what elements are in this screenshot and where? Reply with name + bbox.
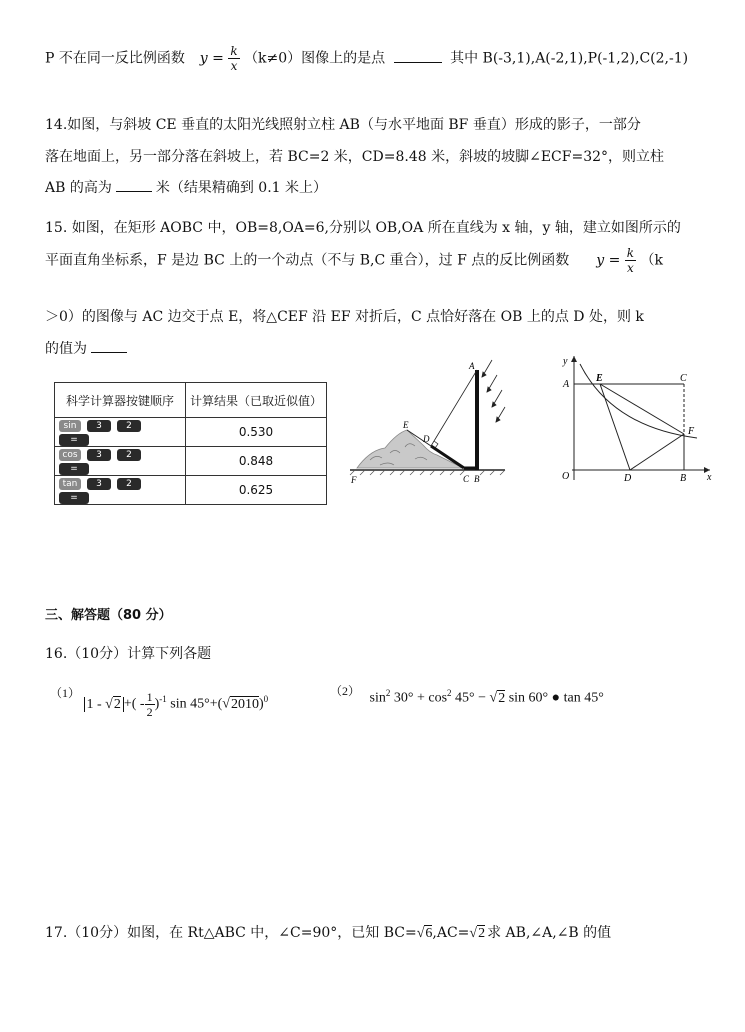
calc-keys (55, 476, 186, 505)
q17-line: 17.（10分）如图，在 Rt△ABC 中，∠C=90°，已知 BC=√6,AC=√2 求 AB,∠A,∠B 的值 (45, 925, 612, 941)
segment-DF (630, 434, 684, 470)
q16-part2-expr: $\sin^2 30^\circ + \cos^2 45^\circ - √2$ sin 60° ● tan 45° (369, 688, 604, 706)
calc-keys (55, 447, 186, 476)
label-E: E (596, 373, 603, 384)
q17-text-b: ,AC= (432, 925, 470, 941)
q15-line3: ＞0）的图像与 AC 边交于点 E，将△CEF 沿 EF 对折后，C 点恰好落在 OB 上的点 D 处，则 k (45, 309, 644, 325)
q13-answer-blank[interactable] (394, 50, 442, 63)
key-2: 2 (117, 478, 141, 490)
q13-text-after: （k≠0）图像上的是点 (244, 50, 386, 67)
calc-result: 0.530 (186, 418, 327, 447)
calc-row (55, 476, 327, 505)
q17-ac: 2 (478, 926, 486, 941)
label-C: C (680, 373, 687, 384)
equals-key: = (59, 492, 89, 504)
key-2: 2 (117, 449, 141, 461)
q16-part1 (50, 684, 268, 719)
label-x: x (707, 472, 712, 483)
calc-result: 0.848 (186, 447, 327, 476)
label-O: O (562, 471, 570, 482)
label-A: A (563, 379, 570, 390)
calc-result: 0.625 (186, 476, 327, 505)
q15-line2-end: （k (640, 252, 663, 269)
hill-shape (357, 430, 463, 468)
label-y: y (563, 356, 568, 367)
q15-line1: 15. 如图，在矩形 AOBC 中，OB=8,OA=6,分别以 OB,OA 所在直线为 x 轴，y 轴，建立如图所示的 (45, 220, 681, 236)
q15-frac-num: k (626, 246, 635, 260)
cos-key: cos (59, 449, 81, 461)
q15-line2-text: 平面直角坐标系，F 是边 BC 上的一个动点（不与 B,C 重合），过 F 点的反比例函数 (45, 252, 570, 269)
q17-text-c: 求 AB,∠A,∠B 的值 (487, 925, 612, 941)
q15-fraction (625, 246, 636, 275)
calc-table-wrap (54, 382, 327, 505)
calc-row (55, 447, 327, 476)
q13-text-before: P 不在同一反比例函数 (45, 50, 185, 67)
label-B: B (680, 473, 687, 484)
slope-figure (345, 355, 515, 490)
calc-header-keys: 科学计算器按键顺序 (55, 383, 186, 418)
q16-part1-label: （1） (50, 686, 81, 700)
q16-title: 16.（10分）计算下列各题 (45, 646, 212, 662)
equals-key: = (59, 463, 89, 475)
q16-part1-expr: 1 - √2 +( - $\frac{1}{2}$ )$^{-1}$ $\sin 45^\circ+(√2010)^0$ (84, 690, 269, 719)
label-D: D (423, 434, 430, 444)
q13-points: 其中 B(-3,1),A(-2,1),P(-1,2),C(2,-1) (450, 50, 689, 67)
sun-ray-arrows (482, 360, 505, 422)
q14-answer-blank[interactable] (116, 179, 152, 192)
y-axis-arrow (571, 356, 577, 362)
label-D: D (624, 473, 632, 484)
key-3: 3 (87, 478, 111, 490)
label-B: B (474, 474, 480, 484)
q14-line2: 落在地面上，另一部分落在斜坡上，若 BC=2 米，CD=8.48 米，斜坡的坡脚∠ECF=32°，则立柱 (45, 149, 665, 165)
q15-frac-den: x (627, 261, 634, 275)
q13-fraction (228, 44, 239, 73)
label-F: F (351, 475, 357, 485)
sun-ray-main (431, 370, 477, 446)
coordinate-figure (552, 352, 717, 484)
q16-part2 (330, 682, 604, 707)
key-2: 2 (117, 420, 141, 432)
q14-line3 (45, 177, 327, 197)
q14-line3-b: 米（结果精确到 0.1 米上） (155, 180, 328, 196)
q15-line4-text: 的值为 (45, 341, 87, 357)
key-3: 3 (87, 449, 111, 461)
sin-key: sin (59, 420, 81, 432)
q13-func-lhs: y = (199, 50, 224, 67)
calc-keys (55, 418, 186, 447)
q14-line3-a: AB 的高为 (45, 180, 112, 196)
calc-row (55, 418, 327, 447)
segment-ED (600, 384, 630, 470)
q15-line4 (45, 338, 131, 358)
segment-EF (600, 384, 684, 434)
q16-part2-label: （2） (330, 684, 361, 698)
q13-frac-num: k (230, 44, 238, 58)
label-F: F (688, 426, 695, 437)
q15-answer-blank[interactable] (91, 340, 127, 353)
section-3-heading: 三、解答题（80 分） (45, 608, 172, 623)
key-3: 3 (87, 420, 111, 432)
q15-func-lhs: y = (596, 252, 621, 269)
label-E: E (403, 420, 409, 430)
q15-line2 (45, 246, 663, 275)
tan-key: tan (59, 478, 81, 490)
q13-line (45, 44, 688, 73)
label-C: C (463, 474, 470, 484)
q17-text-a: 17.（10分）如图，在 Rt△ABC 中，∠C=90°，已知 BC= (45, 925, 417, 941)
calc-header-result: 计算结果（已取近似值） (186, 383, 327, 418)
label-A: A (469, 361, 475, 371)
calc-table (54, 382, 327, 505)
pillar (475, 370, 479, 470)
q14-line1: 14.如图，与斜坡 CE 垂直的太阳光线照射立柱 AB（与水平地面 BF 垂直）形成的影子，一部分 (45, 117, 641, 133)
q13-frac-den: x (230, 59, 238, 73)
equals-key: = (59, 434, 89, 446)
q17-bc: 6 (425, 926, 433, 941)
